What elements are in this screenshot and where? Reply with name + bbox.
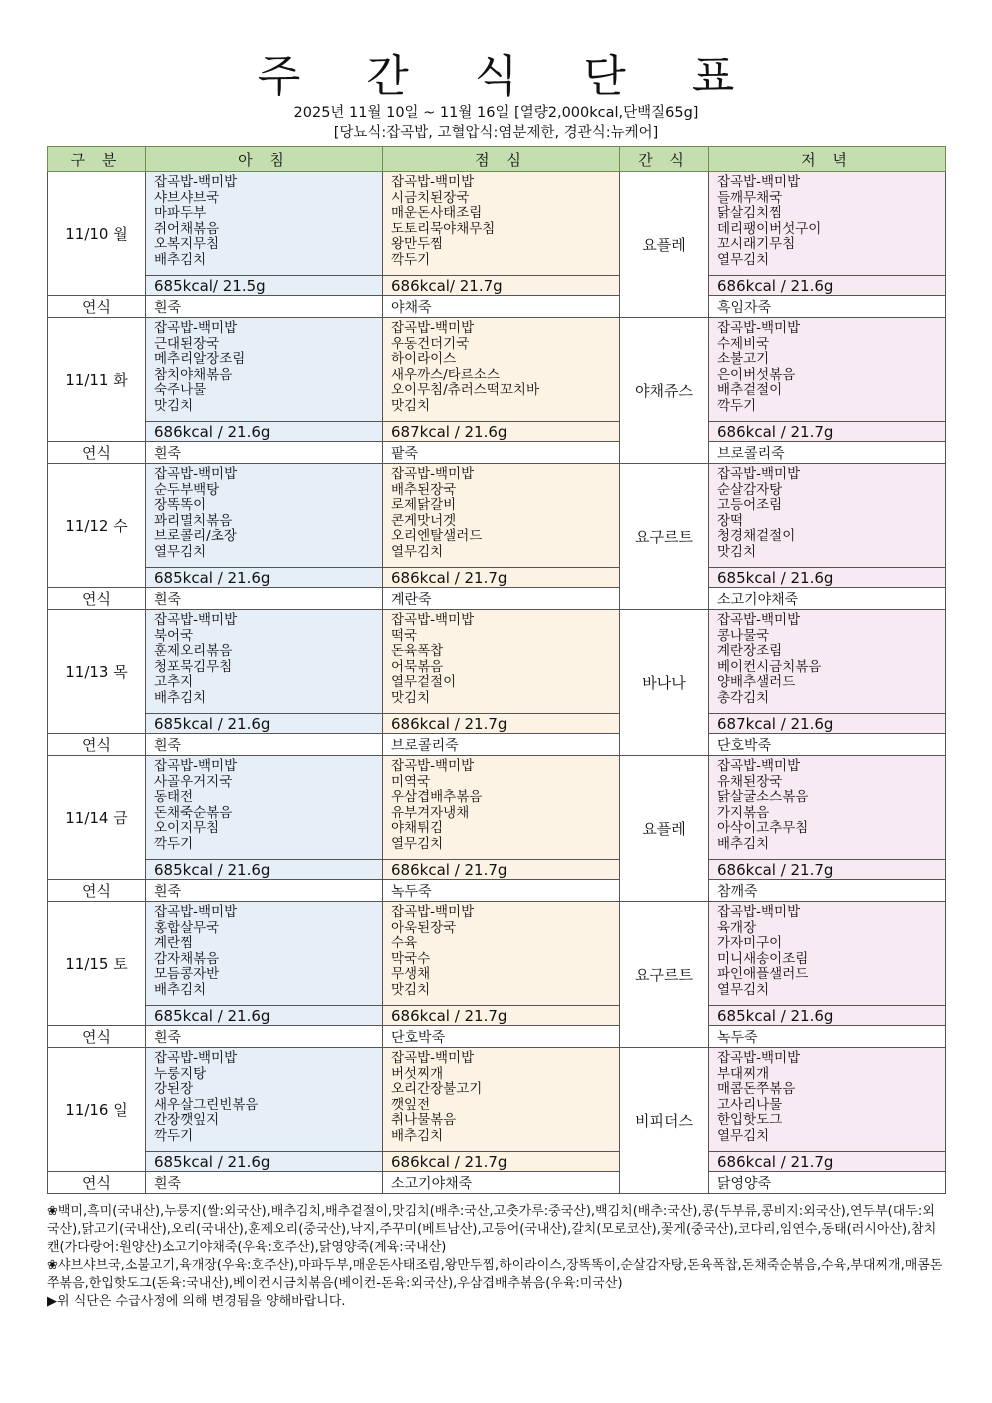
gruel-row	[48, 734, 946, 756]
gruel-row	[48, 588, 946, 610]
lunch-item: 야채튀김	[391, 820, 444, 837]
gruel-row	[48, 296, 946, 318]
breakfast-item: 오복지무침	[154, 236, 220, 253]
dinner-gruel: 흑임자죽	[709, 296, 946, 318]
lunch-item: 오리엔탈샐러드	[391, 528, 483, 545]
lunch-items	[383, 756, 620, 860]
dinner-gruel: 닭영양죽	[709, 1172, 946, 1194]
dinner-kcal: 686kcal / 21.7g	[709, 860, 946, 880]
header-category: 구 분	[48, 147, 146, 172]
breakfast-kcal: 686kcal / 21.6g	[146, 422, 383, 442]
dinner-items	[709, 902, 946, 1006]
snack-cell: 야채쥬스	[620, 318, 709, 464]
lunch-item: 깻잎전	[391, 1096, 431, 1113]
day-row	[48, 464, 946, 568]
lunch-item: 매운돈사태조림	[391, 205, 483, 222]
day-row	[48, 610, 946, 714]
lunch-item: 아욱된장국	[391, 919, 457, 936]
lunch-item: 도토리묵야채무침	[391, 220, 496, 237]
page-title: 주 간 식 단 표	[257, 51, 761, 102]
dinner-kcal: 685kcal / 21.6g	[709, 1006, 946, 1026]
dinner-item: 잡곡밥-백미밥	[717, 320, 801, 336]
breakfast-kcal: 685kcal / 21.6g	[146, 860, 383, 880]
gruel-row	[48, 880, 946, 902]
lunch-items	[383, 464, 620, 568]
dinner-item: 수제비국	[717, 335, 770, 352]
lunch-kcal: 686kcal / 21.7g	[383, 568, 620, 588]
dinner-items	[709, 756, 946, 860]
kcal-row	[48, 1152, 946, 1172]
date-cell: 11/15 토	[48, 902, 146, 1026]
dinner-item: 배추겉절이	[717, 382, 783, 399]
breakfast-item: 북어국	[154, 627, 194, 644]
lunch-gruel: 단호박죽	[383, 1026, 620, 1048]
breakfast-item: 열무김치	[154, 543, 207, 560]
lunch-item: 열무김치	[391, 835, 444, 852]
dinner-items	[709, 464, 946, 568]
dinner-kcal: 685kcal / 21.6g	[709, 568, 946, 588]
breakfast-items	[146, 902, 383, 1006]
lunch-item: 버섯찌개	[391, 1065, 444, 1082]
diet-note-subtitle: [당뇨식:잡곡밥, 고혈압식:염분제한, 경관식:뉴케어]	[333, 125, 659, 141]
lunch-item: 깍두기	[391, 251, 431, 268]
dinner-item: 잡곡밥-백미밥	[717, 758, 801, 774]
lunch-item: 맛김치	[391, 397, 431, 414]
lunch-gruel: 야채죽	[383, 296, 620, 318]
breakfast-item: 잡곡밥-백미밥	[154, 174, 238, 190]
header-lunch: 점 심	[383, 147, 620, 172]
lunch-item: 우삼겹배추볶음	[391, 789, 483, 806]
breakfast-item: 꽈리멸치볶음	[154, 512, 233, 529]
dinner-item: 고등어조림	[717, 497, 783, 514]
breakfast-items	[146, 1048, 383, 1152]
dinner-kcal: 687kcal / 21.6g	[709, 714, 946, 734]
lunch-gruel: 계란죽	[383, 588, 620, 610]
header-row	[48, 147, 946, 172]
lunch-item: 잡곡밥-백미밥	[391, 1050, 475, 1066]
lunch-item: 오리간장불고기	[391, 1081, 483, 1098]
dinner-item: 소불고기	[717, 351, 770, 368]
header-snack: 간 식	[620, 147, 709, 172]
gruel-label: 연식	[48, 588, 146, 610]
lunch-kcal: 686kcal / 21.7g	[383, 1152, 620, 1172]
breakfast-kcal: 685kcal / 21.6g	[146, 568, 383, 588]
snack-cell: 요플레	[620, 756, 709, 902]
day-row	[48, 172, 946, 276]
lunch-item: 잡곡밥-백미밥	[391, 758, 475, 774]
breakfast-item: 잡곡밥-백미밥	[154, 1050, 238, 1066]
breakfast-item: 숙주나물	[154, 382, 207, 399]
dinner-item: 배추김치	[717, 835, 770, 852]
breakfast-item: 훈제오리볶음	[154, 643, 233, 660]
lunch-item: 콘게맛너겟	[391, 512, 457, 529]
dinner-item: 미니새송이조림	[717, 950, 809, 967]
dinner-item: 장떡	[717, 512, 744, 529]
gruel-label: 연식	[48, 442, 146, 464]
breakfast-kcal: 685kcal/ 21.5g	[146, 276, 383, 296]
dinner-item: 가자미구이	[717, 935, 783, 952]
dinner-item: 잡곡밥-백미밥	[717, 904, 801, 920]
breakfast-item: 동태전	[154, 789, 194, 806]
dinner-item: 청경채겉절이	[717, 528, 796, 545]
kcal-row	[48, 860, 946, 880]
lunch-item: 하이라이스	[391, 351, 457, 368]
lunch-item: 무생채	[391, 966, 431, 983]
kcal-row	[48, 714, 946, 734]
snack-cell: 요구르트	[620, 464, 709, 610]
breakfast-item: 잡곡밥-백미밥	[154, 612, 238, 628]
breakfast-kcal: 685kcal / 21.6g	[146, 714, 383, 734]
lunch-item: 왕만두찜	[391, 236, 444, 253]
dinner-kcal: 686kcal / 21.7g	[709, 422, 946, 442]
lunch-item: 잡곡밥-백미밥	[391, 466, 475, 482]
lunch-item: 맛김치	[391, 689, 431, 706]
dinner-item: 데리팽이버섯구이	[717, 220, 822, 237]
day-row	[48, 902, 946, 1006]
breakfast-item: 맛김치	[154, 397, 194, 414]
lunch-item: 미역국	[391, 773, 431, 790]
breakfast-item: 참치야채볶음	[154, 366, 233, 383]
breakfast-item: 브로콜리/초장	[154, 528, 237, 545]
date-cell: 11/14 금	[48, 756, 146, 880]
breakfast-gruel: 흰죽	[146, 296, 383, 318]
breakfast-item: 순두부백탕	[154, 481, 220, 498]
dinner-item: 양배추샐러드	[717, 674, 796, 691]
date-cell: 11/12 수	[48, 464, 146, 588]
dinner-item: 유채된장국	[717, 773, 783, 790]
day-row	[48, 1048, 946, 1152]
dinner-items	[709, 172, 946, 276]
date-cell: 11/11 화	[48, 318, 146, 442]
dinner-item: 잡곡밥-백미밥	[717, 612, 801, 628]
lunch-gruel: 소고기야채죽	[383, 1172, 620, 1194]
lunch-gruel: 팥죽	[383, 442, 620, 464]
breakfast-item: 계란찜	[154, 935, 194, 952]
dinner-items	[709, 318, 946, 422]
breakfast-item: 깍두기	[154, 1127, 194, 1144]
gruel-row	[48, 1026, 946, 1048]
breakfast-item: 마파두부	[154, 205, 207, 222]
breakfast-gruel: 흰죽	[146, 588, 383, 610]
lunch-item: 로제닭갈비	[391, 497, 457, 514]
breakfast-gruel: 흰죽	[146, 880, 383, 902]
kcal-row	[48, 276, 946, 296]
dinner-item: 열무김치	[717, 251, 770, 268]
day-row	[48, 756, 946, 860]
breakfast-item: 쥐어채볶음	[154, 220, 220, 237]
dinner-item: 베이컨시금치볶음	[717, 658, 822, 675]
lunch-item: 우동건더기국	[391, 335, 470, 352]
kcal-row	[48, 568, 946, 588]
lunch-item: 잡곡밥-백미밥	[391, 904, 475, 920]
origin-note-1: ❀백미,흑미(국내산),누룽지(쌀:외국산),배추김치,배추겉절이,맛김치(배추:국산,고춧가루:중국산),백김치(배추:국산),콩(두부류,콩비지:외국산),연두부(대두:외국산),닭고기(국내산),오리(국내산),훈제오리(중국산),낙지,주꾸미(베트남산),고등어(국내산),갈치(모로코산),꽃게(중국산),코다리,임연수,동태(러시아산),참치캔(가다랑어:원양산)소고기야채죽(우육:호주산),닭영양죽(계육:국내산)	[47, 1204, 937, 1255]
lunch-item: 새우까스/타르소스	[391, 366, 500, 383]
lunch-gruel: 녹두죽	[383, 880, 620, 902]
lunch-kcal: 686kcal / 21.7g	[383, 714, 620, 734]
dinner-item: 총각김치	[717, 689, 770, 706]
gruel-row	[48, 442, 946, 464]
header-dinner: 저 녁	[709, 147, 946, 172]
breakfast-item: 장똑똑이	[154, 497, 207, 514]
dinner-item: 매콤돈쭈볶음	[717, 1081, 796, 1098]
lunch-kcal: 687kcal / 21.6g	[383, 422, 620, 442]
breakfast-item: 잡곡밥-백미밥	[154, 758, 238, 774]
dinner-item: 파인애플샐러드	[717, 966, 809, 983]
date-cell: 11/16 일	[48, 1048, 146, 1172]
date-range-subtitle: 2025년 11월 10일 ~ 11월 16일 [열량2,000kcal,단백질65g]	[293, 105, 699, 121]
snack-cell: 요플레	[620, 172, 709, 318]
dinner-item: 아삭이고추무침	[717, 820, 809, 837]
breakfast-item: 새우살그린빈볶음	[154, 1096, 259, 1113]
breakfast-item: 배추김치	[154, 251, 207, 268]
breakfast-item: 잡곡밥-백미밥	[154, 904, 238, 920]
dinner-item: 들깨무채국	[717, 189, 783, 206]
lunch-item: 시금치된장국	[391, 189, 470, 206]
lunch-item: 잡곡밥-백미밥	[391, 320, 475, 336]
dinner-item: 고사리나물	[717, 1096, 783, 1113]
lunch-item: 어묵볶음	[391, 658, 444, 675]
dinner-item: 부대찌개	[717, 1065, 770, 1082]
dinner-item: 콩나물국	[717, 627, 770, 644]
breakfast-item: 청포묵김무침	[154, 658, 233, 675]
dinner-gruel: 녹두죽	[709, 1026, 946, 1048]
dinner-item: 닭살굴소스볶음	[717, 789, 809, 806]
kcal-row	[48, 1006, 946, 1026]
breakfast-item: 샤브샤브국	[154, 189, 220, 206]
dinner-kcal: 686kcal / 21.7g	[709, 1152, 946, 1172]
lunch-item: 열무겉절이	[391, 674, 457, 691]
breakfast-items	[146, 172, 383, 276]
lunch-item: 막국수	[391, 950, 431, 967]
breakfast-item: 감자채볶음	[154, 950, 220, 967]
breakfast-item: 홍합살무국	[154, 919, 220, 936]
change-notice: ▶위 식단은 수급사정에 의해 변경됨을 양해바랍니다.	[47, 1294, 346, 1309]
gruel-label: 연식	[48, 880, 146, 902]
dinner-item: 육개장	[717, 919, 757, 936]
dinner-item: 깍두기	[717, 397, 757, 414]
breakfast-gruel: 흰죽	[146, 1172, 383, 1194]
dinner-item: 맛김치	[717, 543, 757, 560]
dinner-item: 한입핫도그	[717, 1112, 783, 1129]
breakfast-item: 간장깻잎지	[154, 1112, 220, 1129]
snack-cell: 바나나	[620, 610, 709, 756]
lunch-item: 배추된장국	[391, 481, 457, 498]
day-row	[48, 318, 946, 422]
dinner-item: 열무김치	[717, 981, 770, 998]
breakfast-items	[146, 464, 383, 568]
lunch-kcal: 686kcal / 21.7g	[383, 1006, 620, 1026]
breakfast-item: 잡곡밥-백미밥	[154, 466, 238, 482]
lunch-item: 잡곡밥-백미밥	[391, 174, 475, 190]
lunch-item: 수육	[391, 935, 418, 952]
dinner-item: 순살감자탕	[717, 481, 783, 498]
weekly-menu-table	[47, 146, 946, 1194]
dinner-items	[709, 610, 946, 714]
dinner-item: 잡곡밥-백미밥	[717, 1050, 801, 1066]
lunch-gruel: 브로콜리죽	[383, 734, 620, 756]
snack-cell: 비피더스	[620, 1048, 709, 1194]
gruel-label: 연식	[48, 1172, 146, 1194]
lunch-kcal: 686kcal / 21.7g	[383, 860, 620, 880]
lunch-item: 오이무침/츄러스떡꼬치바	[391, 382, 539, 399]
lunch-item: 유부겨자냉채	[391, 804, 470, 821]
dinner-items	[709, 1048, 946, 1152]
lunch-item: 배추김치	[391, 1127, 444, 1144]
dinner-item: 계란장조림	[717, 643, 783, 660]
breakfast-item: 누룽지탕	[154, 1065, 207, 1082]
kcal-row	[48, 422, 946, 442]
dinner-item: 잡곡밥-백미밥	[717, 174, 801, 190]
breakfast-item: 잡곡밥-백미밥	[154, 320, 238, 336]
breakfast-item: 근대된장국	[154, 335, 220, 352]
breakfast-kcal: 685kcal / 21.6g	[146, 1152, 383, 1172]
date-cell: 11/10 월	[48, 172, 146, 296]
dinner-gruel: 단호박죽	[709, 734, 946, 756]
gruel-label: 연식	[48, 1026, 146, 1048]
breakfast-item: 깍두기	[154, 835, 194, 852]
lunch-item: 잡곡밥-백미밥	[391, 612, 475, 628]
footnotes	[47, 1203, 947, 1311]
lunch-items	[383, 172, 620, 276]
breakfast-item: 강된장	[154, 1081, 194, 1098]
dinner-kcal: 686kcal / 21.6g	[709, 276, 946, 296]
dinner-item: 꼬시래기무침	[717, 236, 796, 253]
lunch-item: 돈육폭찹	[391, 643, 444, 660]
origin-note-2: ❀샤브샤브국,소불고기,육개장(우육:호주산),마파두부,매운돈사태조림,왕만두찜,하이라이스,장똑똑이,순살감자탕,돈육폭찹,돈채죽순볶음,수육,부대찌개,매콤돈쭈볶음,한입핫도그(돈육:국내산),베이컨시금치볶음(베이컨-돈육:외국산),우삼겹배추볶음(우육:미국산)	[47, 1258, 943, 1291]
dinner-gruel: 소고기야채죽	[709, 588, 946, 610]
dinner-item: 열무김치	[717, 1127, 770, 1144]
gruel-label: 연식	[48, 734, 146, 756]
dinner-item: 잡곡밥-백미밥	[717, 466, 801, 482]
lunch-items	[383, 318, 620, 422]
breakfast-item: 돈채죽순볶음	[154, 804, 233, 821]
lunch-item: 맛김치	[391, 981, 431, 998]
breakfast-item: 배추김치	[154, 981, 207, 998]
breakfast-gruel: 흰죽	[146, 1026, 383, 1048]
lunch-items	[383, 610, 620, 714]
breakfast-item: 모듬콩자반	[154, 966, 220, 983]
breakfast-gruel: 흰죽	[146, 734, 383, 756]
breakfast-gruel: 흰죽	[146, 442, 383, 464]
lunch-items	[383, 1048, 620, 1152]
dinner-gruel: 브로콜리죽	[709, 442, 946, 464]
dinner-item: 가지볶음	[717, 804, 770, 821]
lunch-items	[383, 902, 620, 1006]
lunch-item: 열무김치	[391, 543, 444, 560]
breakfast-items	[146, 610, 383, 714]
breakfast-item: 사골우거지국	[154, 773, 233, 790]
breakfast-items	[146, 756, 383, 860]
snack-cell: 요구르트	[620, 902, 709, 1048]
breakfast-item: 오이지무침	[154, 820, 220, 837]
dinner-gruel: 참깨죽	[709, 880, 946, 902]
header-breakfast: 아 침	[146, 147, 383, 172]
gruel-label: 연식	[48, 296, 146, 318]
dinner-item: 은이버섯볶음	[717, 366, 796, 383]
breakfast-items	[146, 318, 383, 422]
breakfast-item: 배추김치	[154, 689, 207, 706]
date-cell: 11/13 목	[48, 610, 146, 734]
lunch-item: 취나물볶음	[391, 1112, 457, 1129]
lunch-item: 떡국	[391, 627, 418, 644]
dinner-item: 닭살김치찜	[717, 205, 783, 222]
breakfast-item: 메추리알장조림	[154, 351, 246, 368]
breakfast-kcal: 685kcal / 21.6g	[146, 1006, 383, 1026]
lunch-kcal: 686kcal/ 21.7g	[383, 276, 620, 296]
gruel-row	[48, 1172, 946, 1194]
breakfast-item: 고추지	[154, 674, 194, 691]
